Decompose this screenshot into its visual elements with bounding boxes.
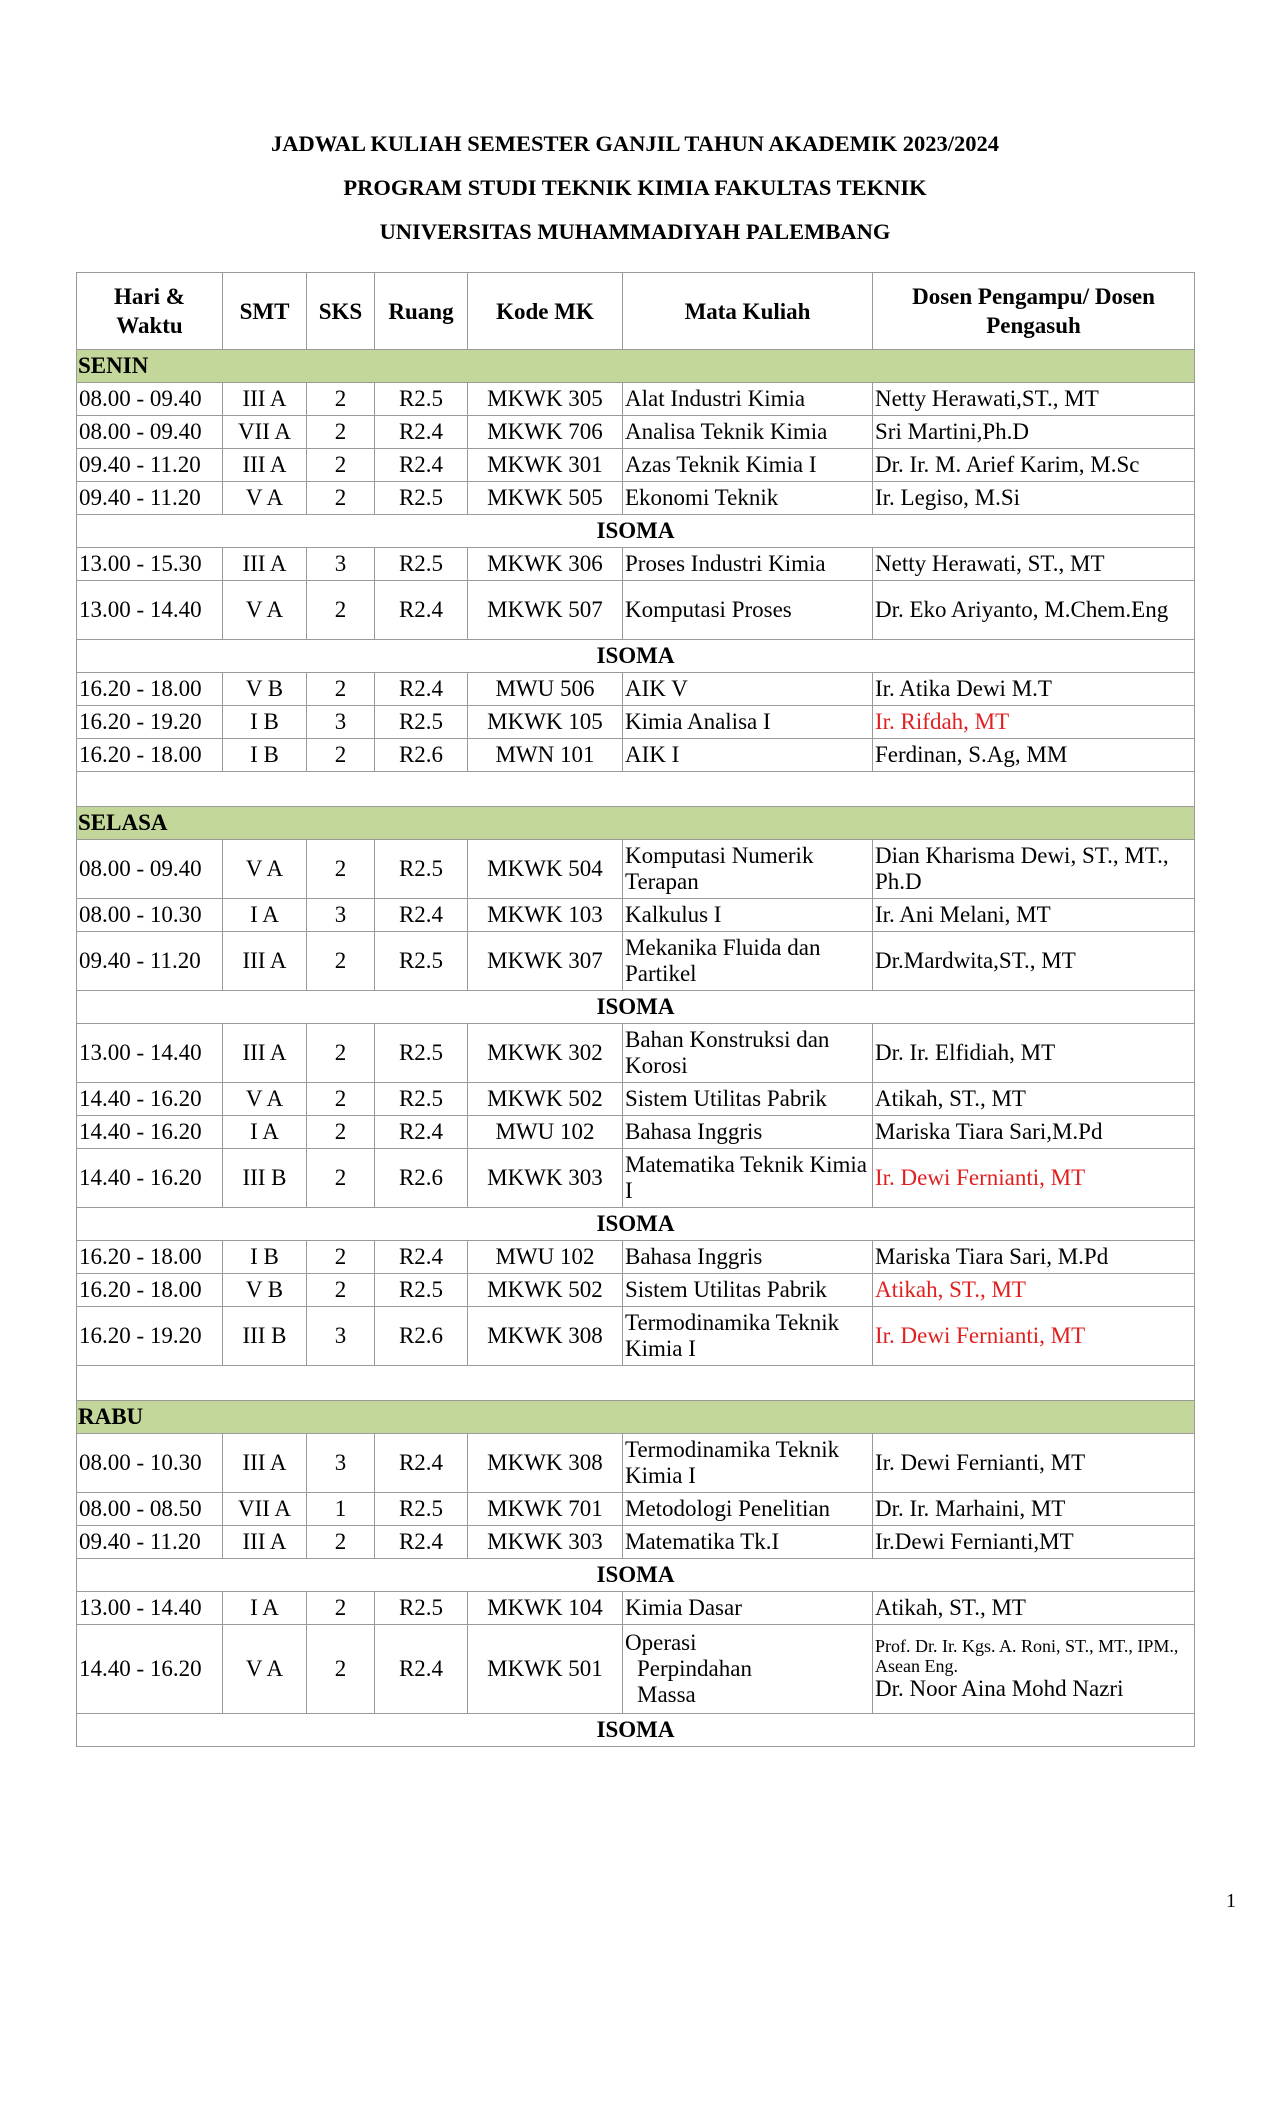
time-cell: 13.00 - 15.30 xyxy=(77,548,223,581)
course-code-cell: MKWK 303 xyxy=(468,1149,623,1208)
time-cell: 13.00 - 14.40 xyxy=(77,1024,223,1083)
credits-cell: 2 xyxy=(307,673,375,706)
time-cell: 13.00 - 14.40 xyxy=(77,581,223,640)
course-code-cell: MWN 101 xyxy=(468,739,623,772)
course-name-cell: Sistem Utilitas Pabrik xyxy=(623,1083,873,1116)
table-row xyxy=(77,548,1195,581)
table-row xyxy=(77,706,1195,739)
course-code-cell: MKWK 701 xyxy=(468,1493,623,1526)
semester-cell: V A xyxy=(223,1625,307,1714)
semester-cell: I B xyxy=(223,706,307,739)
table-row xyxy=(77,673,1195,706)
course-code-cell: MKWK 706 xyxy=(468,416,623,449)
semester-cell: III B xyxy=(223,1307,307,1366)
lecturer-cell: Mariska Tiara Sari, M.Pd xyxy=(873,1241,1195,1274)
course-code-cell: MKWK 305 xyxy=(468,383,623,416)
course-code-cell: MKWK 505 xyxy=(468,482,623,515)
semester-cell: I A xyxy=(223,1116,307,1149)
course-name-line: Perpindahan xyxy=(637,1656,752,1681)
lecturer-cell: Dr. Ir. M. Arief Karim, M.Sc xyxy=(873,449,1195,482)
time-cell: 09.40 - 11.20 xyxy=(77,449,223,482)
credits-cell: 2 xyxy=(307,581,375,640)
course-name-line: Operasi xyxy=(625,1630,697,1655)
table-row xyxy=(77,1274,1195,1307)
course-code-cell: MKWK 501 xyxy=(468,1625,623,1714)
table-row xyxy=(77,1307,1195,1366)
course-name-cell: Bahasa Inggris xyxy=(623,1116,873,1149)
day-label: RABU xyxy=(77,1401,1195,1434)
course-code-cell: MKWK 302 xyxy=(468,1024,623,1083)
course-name-cell: Bahasa Inggris xyxy=(623,1241,873,1274)
course-code-cell: MWU 102 xyxy=(468,1241,623,1274)
room-cell: R2.5 xyxy=(375,932,468,991)
break-row xyxy=(77,640,1195,673)
semester-cell: III A xyxy=(223,1434,307,1493)
semester-cell: III A xyxy=(223,1526,307,1559)
document-header xyxy=(76,122,1194,254)
table-row xyxy=(77,1149,1195,1208)
semester-cell: V A xyxy=(223,840,307,899)
time-cell: 09.40 - 11.20 xyxy=(77,932,223,991)
room-cell: R2.4 xyxy=(375,581,468,640)
lecturer-name: Dr. Noor Aina Mohd Nazri xyxy=(875,1676,1124,1701)
spacer-cell xyxy=(77,772,1195,807)
course-name-cell: Azas Teknik Kimia I xyxy=(623,449,873,482)
credits-cell: 2 xyxy=(307,1592,375,1625)
lecturer-cell: Sri Martini,Ph.D xyxy=(873,416,1195,449)
credits-cell: 3 xyxy=(307,899,375,932)
table-row xyxy=(77,932,1195,991)
course-name-cell: Komputasi Proses xyxy=(623,581,873,640)
break-row xyxy=(77,1714,1195,1747)
course-name-cell: Ekonomi Teknik xyxy=(623,482,873,515)
course-code-cell: MKWK 105 xyxy=(468,706,623,739)
lecturer-cell: Netty Herawati, ST., MT xyxy=(873,548,1195,581)
semester-cell: I A xyxy=(223,899,307,932)
course-name-cell: Kalkulus I xyxy=(623,899,873,932)
course-name-cell: Mekanika Fluida dan Partikel xyxy=(623,932,873,991)
credits-cell: 3 xyxy=(307,1434,375,1493)
col-header-code: Kode MK xyxy=(468,273,623,350)
break-label: ISOMA xyxy=(77,640,1195,673)
semester-cell: III A xyxy=(223,548,307,581)
table-row xyxy=(77,1592,1195,1625)
room-cell: R2.6 xyxy=(375,739,468,772)
time-cell: 16.20 - 19.20 xyxy=(77,1307,223,1366)
lecturer-cell: Dr. Ir. Elfidiah, MT xyxy=(873,1024,1195,1083)
break-row xyxy=(77,1559,1195,1592)
day-row xyxy=(77,350,1195,383)
credits-cell: 2 xyxy=(307,383,375,416)
lecturer-cell: Dr. Ir. Marhaini, MT xyxy=(873,1493,1195,1526)
credits-cell: 2 xyxy=(307,1149,375,1208)
semester-cell: III A xyxy=(223,1024,307,1083)
room-cell: R2.5 xyxy=(375,383,468,416)
schedule-table xyxy=(76,272,1195,1747)
credits-cell: 2 xyxy=(307,1274,375,1307)
time-cell: 08.00 - 08.50 xyxy=(77,1493,223,1526)
time-cell: 14.40 - 16.20 xyxy=(77,1083,223,1116)
credits-cell: 2 xyxy=(307,739,375,772)
col-header-sks: SKS xyxy=(307,273,375,350)
spacer-cell xyxy=(77,1366,1195,1401)
course-name-cell: Metodologi Penelitian xyxy=(623,1493,873,1526)
table-row xyxy=(77,1493,1195,1526)
time-cell: 14.40 - 16.20 xyxy=(77,1116,223,1149)
course-name-cell: Termodinamika Teknik Kimia I xyxy=(623,1307,873,1366)
lecturer-cell: Netty Herawati,ST., MT xyxy=(873,383,1195,416)
table-row xyxy=(77,416,1195,449)
course-name-cell: Alat Industri Kimia xyxy=(623,383,873,416)
credits-cell: 2 xyxy=(307,1083,375,1116)
course-name-cell: Proses Industri Kimia xyxy=(623,548,873,581)
credits-cell: 2 xyxy=(307,932,375,991)
room-cell: R2.4 xyxy=(375,1434,468,1493)
course-name-line: Massa xyxy=(637,1682,696,1707)
table-row xyxy=(77,1625,1195,1714)
semester-cell: I B xyxy=(223,1241,307,1274)
semester-cell: V A xyxy=(223,1083,307,1116)
table-row xyxy=(77,1526,1195,1559)
time-cell: 14.40 - 16.20 xyxy=(77,1149,223,1208)
course-name-cell: Komputasi Numerik Terapan xyxy=(623,840,873,899)
room-cell: R2.4 xyxy=(375,1116,468,1149)
course-name-cell: Kimia Analisa I xyxy=(623,706,873,739)
lecturer-cell: Ir. Dewi Fernianti, MT xyxy=(873,1434,1195,1493)
break-row xyxy=(77,1208,1195,1241)
semester-cell: VII A xyxy=(223,416,307,449)
course-name-cell: Matematika Tk.I xyxy=(623,1526,873,1559)
room-cell: R2.5 xyxy=(375,1592,468,1625)
break-label: ISOMA xyxy=(77,515,1195,548)
semester-cell: V B xyxy=(223,673,307,706)
col-header-smt: SMT xyxy=(223,273,307,350)
semester-cell: III B xyxy=(223,1149,307,1208)
course-name-cell: Termodinamika Teknik Kimia I xyxy=(623,1434,873,1493)
lecturer-cell: Atikah, ST., MT xyxy=(873,1592,1195,1625)
title-line-2: PROGRAM STUDI TEKNIK KIMIA FAKULTAS TEKNIK xyxy=(343,175,927,200)
room-cell: R2.5 xyxy=(375,1493,468,1526)
course-code-cell: MWU 102 xyxy=(468,1116,623,1149)
lecturer-cell: Ir. Atika Dewi M.T xyxy=(873,673,1195,706)
semester-cell: I A xyxy=(223,1592,307,1625)
lecturer-cell: Ir. Rifdah, MT xyxy=(873,706,1195,739)
credits-cell: 2 xyxy=(307,1241,375,1274)
course-name-cell: AIK I xyxy=(623,739,873,772)
lecturer-cell: Ir.Dewi Fernianti,MT xyxy=(873,1526,1195,1559)
course-name-cell: Analisa Teknik Kimia xyxy=(623,416,873,449)
page-number: 1 xyxy=(1226,1890,1236,1912)
course-code-cell: MKWK 104 xyxy=(468,1592,623,1625)
day-label: SELASA xyxy=(77,807,1195,840)
day-row xyxy=(77,1401,1195,1434)
lecturer-cell: Dian Kharisma Dewi, ST., MT., Ph.D xyxy=(873,840,1195,899)
credits-cell: 2 xyxy=(307,1625,375,1714)
room-cell: R2.5 xyxy=(375,482,468,515)
credits-cell: 2 xyxy=(307,482,375,515)
course-code-cell: MKWK 507 xyxy=(468,581,623,640)
table-row xyxy=(77,1083,1195,1116)
table-row xyxy=(77,1241,1195,1274)
room-cell: R2.4 xyxy=(375,449,468,482)
break-label: ISOMA xyxy=(77,991,1195,1024)
course-code-cell: MKWK 504 xyxy=(468,840,623,899)
spacer-row xyxy=(77,1366,1195,1401)
time-cell: 08.00 - 09.40 xyxy=(77,840,223,899)
room-cell: R2.5 xyxy=(375,1274,468,1307)
time-cell: 08.00 - 09.40 xyxy=(77,416,223,449)
room-cell: R2.6 xyxy=(375,1149,468,1208)
table-row xyxy=(77,1434,1195,1493)
semester-cell: V B xyxy=(223,1274,307,1307)
table-row xyxy=(77,581,1195,640)
semester-cell: V A xyxy=(223,482,307,515)
room-cell: R2.5 xyxy=(375,1024,468,1083)
break-label: ISOMA xyxy=(77,1559,1195,1592)
table-row xyxy=(77,1116,1195,1149)
title-line-3: UNIVERSITAS MUHAMMADIYAH PALEMBANG xyxy=(379,219,891,244)
time-cell: 16.20 - 18.00 xyxy=(77,673,223,706)
col-header-room: Ruang xyxy=(375,273,468,350)
credits-cell: 2 xyxy=(307,840,375,899)
time-cell: 13.00 - 14.40 xyxy=(77,1592,223,1625)
credits-cell: 3 xyxy=(307,1307,375,1366)
lecturer-cell: Ir. Dewi Fernianti, MT xyxy=(873,1149,1195,1208)
room-cell: R2.4 xyxy=(375,1526,468,1559)
table-row xyxy=(77,840,1195,899)
lecturer-cell: Dr.Mardwita,ST., MT xyxy=(873,932,1195,991)
room-cell: R2.4 xyxy=(375,899,468,932)
col-header-time: Hari & Waktu xyxy=(77,273,223,350)
room-cell: R2.4 xyxy=(375,673,468,706)
table-row xyxy=(77,739,1195,772)
time-cell: 14.40 - 16.20 xyxy=(77,1625,223,1714)
lecturer-name: Prof. Dr. Ir. Kgs. A. Roni, ST., MT., IPM., Asean Eng. xyxy=(875,1636,1179,1676)
col-header-lecturer: Dosen Pengampu/ Dosen Pengasuh xyxy=(873,273,1195,350)
day-label: SENIN xyxy=(77,350,1195,383)
course-name-cell: Kimia Dasar xyxy=(623,1592,873,1625)
course-code-cell: MKWK 303 xyxy=(468,1526,623,1559)
spacer-row xyxy=(77,772,1195,807)
time-cell: 08.00 - 09.40 xyxy=(77,383,223,416)
room-cell: R2.6 xyxy=(375,1307,468,1366)
table-row xyxy=(77,383,1195,416)
credits-cell: 2 xyxy=(307,449,375,482)
lecturer-cell: Ir. Ani Melani, MT xyxy=(873,899,1195,932)
time-cell: 08.00 - 10.30 xyxy=(77,899,223,932)
lecturer-cell: Dr. Eko Ariyanto, M.Chem.Eng xyxy=(873,581,1195,640)
credits-cell: 2 xyxy=(307,1024,375,1083)
course-name-cell: Sistem Utilitas Pabrik xyxy=(623,1274,873,1307)
course-code-cell: MKWK 301 xyxy=(468,449,623,482)
course-code-cell: MKWK 308 xyxy=(468,1434,623,1493)
credits-cell: 2 xyxy=(307,1116,375,1149)
lecturer-cell: Mariska Tiara Sari,M.Pd xyxy=(873,1116,1195,1149)
time-cell: 08.00 - 10.30 xyxy=(77,1434,223,1493)
course-code-cell: MKWK 502 xyxy=(468,1083,623,1116)
col-header-course: Mata Kuliah xyxy=(623,273,873,350)
break-row xyxy=(77,991,1195,1024)
lecturer-cell: Ir. Dewi Fernianti, MT xyxy=(873,1307,1195,1366)
time-cell: 16.20 - 19.20 xyxy=(77,706,223,739)
course-name-cell: Bahan Konstruksi dan Korosi xyxy=(623,1024,873,1083)
day-row xyxy=(77,807,1195,840)
semester-cell: III A xyxy=(223,932,307,991)
room-cell: R2.5 xyxy=(375,548,468,581)
title-line-1: JADWAL KULIAH SEMESTER GANJIL TAHUN AKADEMIK 2023/2024 xyxy=(270,131,1000,156)
credits-cell: 3 xyxy=(307,548,375,581)
course-code-cell: MKWK 308 xyxy=(468,1307,623,1366)
break-label: ISOMA xyxy=(77,1714,1195,1747)
credits-cell: 2 xyxy=(307,1526,375,1559)
room-cell: R2.5 xyxy=(375,706,468,739)
credits-cell: 2 xyxy=(307,416,375,449)
course-code-cell: MWU 506 xyxy=(468,673,623,706)
semester-cell: I B xyxy=(223,739,307,772)
semester-cell: III A xyxy=(223,383,307,416)
room-cell: R2.5 xyxy=(375,1083,468,1116)
table-row xyxy=(77,1024,1195,1083)
credits-cell: 3 xyxy=(307,706,375,739)
lecturer-cell: Atikah, ST., MT xyxy=(873,1083,1195,1116)
lecturer-cell: Atikah, ST., MT xyxy=(873,1274,1195,1307)
lecturer-cell: Ferdinan, S.Ag, MM xyxy=(873,739,1195,772)
course-code-cell: MKWK 502 xyxy=(468,1274,623,1307)
course-name-cell: AIK V xyxy=(623,673,873,706)
table-row xyxy=(77,899,1195,932)
table-row xyxy=(77,449,1195,482)
time-cell: 16.20 - 18.00 xyxy=(77,1241,223,1274)
break-label: ISOMA xyxy=(77,1208,1195,1241)
room-cell: R2.4 xyxy=(375,416,468,449)
schedule-body xyxy=(77,350,1195,1747)
course-name-cell: Matematika Teknik Kimia I xyxy=(623,1149,873,1208)
course-name-cell xyxy=(623,1625,873,1714)
course-code-cell: MKWK 306 xyxy=(468,548,623,581)
course-code-cell: MKWK 307 xyxy=(468,932,623,991)
semester-cell: III A xyxy=(223,449,307,482)
room-cell: R2.4 xyxy=(375,1625,468,1714)
lecturer-cell: Ir. Legiso, M.Si xyxy=(873,482,1195,515)
credits-cell: 1 xyxy=(307,1493,375,1526)
room-cell: R2.5 xyxy=(375,840,468,899)
semester-cell: VII A xyxy=(223,1493,307,1526)
time-cell: 09.40 - 11.20 xyxy=(77,482,223,515)
header-row xyxy=(77,273,1195,350)
table-row xyxy=(77,482,1195,515)
semester-cell: V A xyxy=(223,581,307,640)
break-row xyxy=(77,515,1195,548)
room-cell: R2.4 xyxy=(375,1241,468,1274)
time-cell: 09.40 - 11.20 xyxy=(77,1526,223,1559)
time-cell: 16.20 - 18.00 xyxy=(77,739,223,772)
course-code-cell: MKWK 103 xyxy=(468,899,623,932)
time-cell: 16.20 - 18.00 xyxy=(77,1274,223,1307)
lecturer-cell xyxy=(873,1625,1195,1714)
